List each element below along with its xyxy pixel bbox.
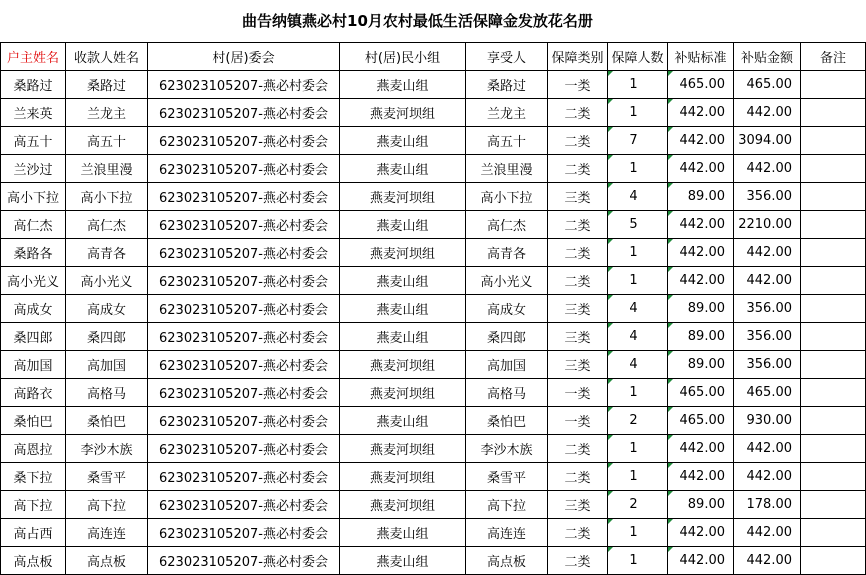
villager-group-cell[interactable]: 燕麦河坝组 [340, 183, 466, 211]
amount-cell[interactable]: 356.00 [734, 351, 801, 379]
village-committee-cell[interactable]: 623023105207-燕必村委会 [148, 491, 340, 519]
beneficiary-cell[interactable]: 高加国 [466, 351, 548, 379]
payee-cell[interactable]: 高五十 [66, 127, 148, 155]
householder-cell[interactable]: 桑怕巴 [1, 407, 66, 435]
payee-cell[interactable]: 高连连 [66, 519, 148, 547]
col-header-remarks[interactable]: 备注 [801, 43, 866, 71]
category-cell[interactable]: 三类 [548, 323, 608, 351]
persons-cell[interactable]: 1 [608, 239, 668, 267]
beneficiary-cell[interactable]: 兰龙主 [466, 99, 548, 127]
remarks-cell[interactable] [801, 379, 866, 407]
beneficiary-cell[interactable]: 桑怕巴 [466, 407, 548, 435]
col-header-beneficiary[interactable]: 享受人 [466, 43, 548, 71]
col-header-persons[interactable]: 保障人数 [608, 43, 668, 71]
village-committee-cell[interactable]: 623023105207-燕必村委会 [148, 295, 340, 323]
remarks-cell[interactable] [801, 463, 866, 491]
table-row [1, 351, 866, 379]
standard-cell[interactable]: 465.00 [668, 379, 734, 407]
amount-cell[interactable]: 442.00 [734, 267, 801, 295]
col-header-category[interactable]: 保障类别 [548, 43, 608, 71]
remarks-cell[interactable] [801, 295, 866, 323]
table-row [1, 379, 866, 407]
category-cell[interactable]: 一类 [548, 379, 608, 407]
persons-cell[interactable]: 1 [608, 547, 668, 575]
villager-group-cell[interactable]: 燕麦河坝组 [340, 351, 466, 379]
standard-cell[interactable]: 442.00 [668, 239, 734, 267]
householder-cell[interactable]: 桑下拉 [1, 463, 66, 491]
householder-cell[interactable]: 高占西 [1, 519, 66, 547]
persons-cell[interactable]: 1 [608, 267, 668, 295]
standard-cell[interactable]: 442.00 [668, 127, 734, 155]
householder-cell[interactable]: 高小下拉 [1, 183, 66, 211]
payee-cell[interactable]: 桑雪平 [66, 463, 148, 491]
householder-cell[interactable]: 桑四郎 [1, 323, 66, 351]
village-committee-cell[interactable]: 623023105207-燕必村委会 [148, 127, 340, 155]
sheet-title: 曲告纳镇燕必村10月农村最低生活保障金发放花名册 [242, 12, 593, 30]
villager-group-cell[interactable]: 燕麦山组 [340, 71, 466, 99]
table-row [1, 491, 866, 519]
village-committee-cell[interactable]: 623023105207-燕必村委会 [148, 323, 340, 351]
payee-cell[interactable]: 李沙木族 [66, 435, 148, 463]
villager-group-cell[interactable]: 燕麦河坝组 [340, 379, 466, 407]
beneficiary-cell[interactable]: 高点板 [466, 547, 548, 575]
village-committee-cell[interactable]: 623023105207-燕必村委会 [148, 379, 340, 407]
householder-cell[interactable]: 高恩拉 [1, 435, 66, 463]
amount-cell[interactable]: 356.00 [734, 323, 801, 351]
village-committee-cell[interactable]: 623023105207-燕必村委会 [148, 183, 340, 211]
villager-group-cell[interactable]: 燕麦山组 [340, 267, 466, 295]
category-cell[interactable]: 二类 [548, 155, 608, 183]
remarks-cell[interactable] [801, 267, 866, 295]
category-cell[interactable]: 一类 [548, 407, 608, 435]
villager-group-cell[interactable]: 燕麦河坝组 [340, 435, 466, 463]
remarks-cell[interactable] [801, 407, 866, 435]
village-committee-cell[interactable]: 623023105207-燕必村委会 [148, 351, 340, 379]
amount-cell[interactable]: 442.00 [734, 99, 801, 127]
remarks-cell[interactable] [801, 155, 866, 183]
persons-cell[interactable]: 1 [608, 519, 668, 547]
table-row [1, 519, 866, 547]
payee-cell[interactable]: 高仁杰 [66, 211, 148, 239]
remarks-cell[interactable] [801, 547, 866, 575]
householder-cell[interactable]: 桑路过 [1, 71, 66, 99]
remarks-cell[interactable] [801, 239, 866, 267]
beneficiary-cell[interactable]: 桑路过 [466, 71, 548, 99]
householder-cell[interactable]: 高小光义 [1, 267, 66, 295]
remarks-cell[interactable] [801, 323, 866, 351]
villager-group-cell[interactable]: 燕麦山组 [340, 547, 466, 575]
standard-cell[interactable]: 89.00 [668, 351, 734, 379]
payee-cell[interactable]: 高点板 [66, 547, 148, 575]
householder-cell[interactable]: 高五十 [1, 127, 66, 155]
beneficiary-cell[interactable]: 高格马 [466, 379, 548, 407]
persons-cell[interactable]: 5 [608, 211, 668, 239]
village-committee-cell[interactable]: 623023105207-燕必村委会 [148, 155, 340, 183]
category-cell[interactable]: 三类 [548, 351, 608, 379]
standard-cell[interactable]: 442.00 [668, 547, 734, 575]
category-cell[interactable]: 二类 [548, 547, 608, 575]
beneficiary-cell[interactable]: 高小下拉 [466, 183, 548, 211]
householder-cell[interactable]: 兰来英 [1, 99, 66, 127]
beneficiary-cell[interactable]: 高仁杰 [466, 211, 548, 239]
table-row [1, 155, 866, 183]
standard-cell[interactable]: 442.00 [668, 211, 734, 239]
standard-cell[interactable]: 89.00 [668, 491, 734, 519]
remarks-cell[interactable] [801, 435, 866, 463]
remarks-cell[interactable] [801, 519, 866, 547]
category-cell[interactable]: 二类 [548, 435, 608, 463]
beneficiary-cell[interactable]: 高五十 [466, 127, 548, 155]
amount-cell[interactable]: 930.00 [734, 407, 801, 435]
persons-cell[interactable]: 4 [608, 351, 668, 379]
remarks-cell[interactable] [801, 351, 866, 379]
category-cell[interactable]: 一类 [548, 71, 608, 99]
beneficiary-cell[interactable]: 兰浪里漫 [466, 155, 548, 183]
amount-cell[interactable]: 442.00 [734, 155, 801, 183]
category-cell[interactable]: 三类 [548, 491, 608, 519]
category-cell[interactable]: 二类 [548, 127, 608, 155]
persons-cell[interactable]: 7 [608, 127, 668, 155]
remarks-cell[interactable] [801, 491, 866, 519]
table-row [1, 99, 866, 127]
village-committee-cell[interactable]: 623023105207-燕必村委会 [148, 211, 340, 239]
standard-cell[interactable]: 442.00 [668, 435, 734, 463]
householder-cell[interactable]: 高点板 [1, 547, 66, 575]
table-row [1, 295, 866, 323]
persons-cell[interactable]: 2 [608, 491, 668, 519]
standard-cell[interactable]: 89.00 [668, 183, 734, 211]
householder-cell[interactable]: 高成女 [1, 295, 66, 323]
payee-cell[interactable]: 桑路过 [66, 71, 148, 99]
amount-cell[interactable]: 442.00 [734, 519, 801, 547]
village-committee-cell[interactable]: 623023105207-燕必村委会 [148, 71, 340, 99]
amount-cell[interactable]: 465.00 [734, 71, 801, 99]
standard-cell[interactable]: 442.00 [668, 463, 734, 491]
standard-cell[interactable]: 442.00 [668, 155, 734, 183]
col-header-householder[interactable]: 户主姓名 [1, 43, 66, 71]
beneficiary-cell[interactable]: 桑四郎 [466, 323, 548, 351]
householder-cell[interactable]: 高路衣 [1, 379, 66, 407]
householder-cell[interactable]: 桑路各 [1, 239, 66, 267]
remarks-cell[interactable] [801, 99, 866, 127]
category-cell[interactable]: 二类 [548, 267, 608, 295]
persons-cell[interactable]: 2 [608, 407, 668, 435]
category-cell[interactable]: 二类 [548, 239, 608, 267]
beneficiary-cell[interactable]: 桑雪平 [466, 463, 548, 491]
table-row [1, 463, 866, 491]
payee-cell[interactable]: 桑怕巴 [66, 407, 148, 435]
villager-group-cell[interactable]: 燕麦河坝组 [340, 463, 466, 491]
standard-cell[interactable]: 442.00 [668, 99, 734, 127]
persons-cell[interactable]: 1 [608, 463, 668, 491]
category-cell[interactable]: 二类 [548, 519, 608, 547]
village-committee-cell[interactable]: 623023105207-燕必村委会 [148, 519, 340, 547]
payee-cell[interactable]: 桑四郎 [66, 323, 148, 351]
remarks-cell[interactable] [801, 71, 866, 99]
householder-cell[interactable]: 高加国 [1, 351, 66, 379]
villager-group-cell[interactable]: 燕麦河坝组 [340, 239, 466, 267]
standard-cell[interactable]: 89.00 [668, 295, 734, 323]
amount-cell[interactable]: 465.00 [734, 379, 801, 407]
beneficiary-cell[interactable]: 李沙木族 [466, 435, 548, 463]
category-cell[interactable]: 三类 [548, 183, 608, 211]
beneficiary-cell[interactable]: 高小光义 [466, 267, 548, 295]
beneficiary-cell[interactable]: 高青各 [466, 239, 548, 267]
village-committee-cell[interactable]: 623023105207-燕必村委会 [148, 463, 340, 491]
standard-cell[interactable]: 442.00 [668, 519, 734, 547]
remarks-cell[interactable] [801, 211, 866, 239]
villager-group-cell[interactable]: 燕麦山组 [340, 519, 466, 547]
category-cell[interactable]: 三类 [548, 295, 608, 323]
householder-cell[interactable]: 高下拉 [1, 491, 66, 519]
persons-cell[interactable]: 4 [608, 295, 668, 323]
amount-cell[interactable]: 3094.00 [734, 127, 801, 155]
remarks-cell[interactable] [801, 127, 866, 155]
payee-cell[interactable]: 高青各 [66, 239, 148, 267]
village-committee-cell[interactable]: 623023105207-燕必村委会 [148, 407, 340, 435]
col-header-villager-group[interactable]: 村(居)民小组 [340, 43, 466, 71]
amount-cell[interactable]: 356.00 [734, 183, 801, 211]
amount-cell[interactable]: 442.00 [734, 547, 801, 575]
payee-cell[interactable]: 兰龙主 [66, 99, 148, 127]
table-row [1, 239, 866, 267]
roster-table [0, 42, 866, 575]
villager-group-cell[interactable]: 燕麦山组 [340, 127, 466, 155]
payee-cell[interactable]: 高格马 [66, 379, 148, 407]
village-committee-cell[interactable]: 623023105207-燕必村委会 [148, 99, 340, 127]
payee-cell[interactable]: 高加国 [66, 351, 148, 379]
header-row [1, 43, 866, 71]
villager-group-cell[interactable]: 燕麦河坝组 [340, 491, 466, 519]
amount-cell[interactable]: 2210.00 [734, 211, 801, 239]
payee-cell[interactable]: 高小光义 [66, 267, 148, 295]
payee-cell[interactable]: 高小下拉 [66, 183, 148, 211]
remarks-cell[interactable] [801, 183, 866, 211]
persons-cell[interactable]: 1 [608, 435, 668, 463]
standard-cell[interactable]: 89.00 [668, 323, 734, 351]
beneficiary-cell[interactable]: 高下拉 [466, 491, 548, 519]
persons-cell[interactable]: 4 [608, 183, 668, 211]
col-header-amount[interactable]: 补贴金额 [734, 43, 801, 71]
category-cell[interactable]: 二类 [548, 99, 608, 127]
villager-group-cell[interactable]: 燕麦山组 [340, 155, 466, 183]
villager-group-cell[interactable]: 燕麦山组 [340, 323, 466, 351]
amount-cell[interactable]: 356.00 [734, 295, 801, 323]
householder-cell[interactable]: 兰沙过 [1, 155, 66, 183]
col-header-village-committee[interactable]: 村(居)委会 [148, 43, 340, 71]
table-row [1, 127, 866, 155]
amount-cell[interactable]: 178.00 [734, 491, 801, 519]
villager-group-cell[interactable]: 燕麦山组 [340, 407, 466, 435]
standard-cell[interactable]: 465.00 [668, 407, 734, 435]
standard-cell[interactable]: 442.00 [668, 267, 734, 295]
persons-cell[interactable]: 1 [608, 99, 668, 127]
persons-cell[interactable]: 1 [608, 155, 668, 183]
amount-cell[interactable]: 442.00 [734, 435, 801, 463]
persons-cell[interactable]: 1 [608, 379, 668, 407]
standard-cell[interactable]: 465.00 [668, 71, 734, 99]
village-committee-cell[interactable]: 623023105207-燕必村委会 [148, 239, 340, 267]
table-row [1, 211, 866, 239]
amount-cell[interactable]: 442.00 [734, 239, 801, 267]
beneficiary-cell[interactable]: 高连连 [466, 519, 548, 547]
villager-group-cell[interactable]: 燕麦山组 [340, 211, 466, 239]
villager-group-cell[interactable]: 燕麦河坝组 [340, 99, 466, 127]
payee-cell[interactable]: 高下拉 [66, 491, 148, 519]
village-committee-cell[interactable]: 623023105207-燕必村委会 [148, 435, 340, 463]
village-committee-cell[interactable]: 623023105207-燕必村委会 [148, 547, 340, 575]
payee-cell[interactable]: 高成女 [66, 295, 148, 323]
table-row [1, 407, 866, 435]
table-row [1, 267, 866, 295]
amount-cell[interactable]: 442.00 [734, 463, 801, 491]
beneficiary-cell[interactable]: 高成女 [466, 295, 548, 323]
category-cell[interactable]: 二类 [548, 211, 608, 239]
villager-group-cell[interactable]: 燕麦山组 [340, 295, 466, 323]
householder-cell[interactable]: 高仁杰 [1, 211, 66, 239]
persons-cell[interactable]: 1 [608, 71, 668, 99]
table-row [1, 323, 866, 351]
payee-cell[interactable]: 兰浪里漫 [66, 155, 148, 183]
col-header-payee[interactable]: 收款人姓名 [66, 43, 148, 71]
table-row [1, 435, 866, 463]
table-row [1, 547, 866, 575]
category-cell[interactable]: 二类 [548, 463, 608, 491]
village-committee-cell[interactable]: 623023105207-燕必村委会 [148, 267, 340, 295]
table-row [1, 71, 866, 99]
persons-cell[interactable]: 4 [608, 323, 668, 351]
col-header-standard[interactable]: 补贴标准 [668, 43, 734, 71]
table-row [1, 183, 866, 211]
